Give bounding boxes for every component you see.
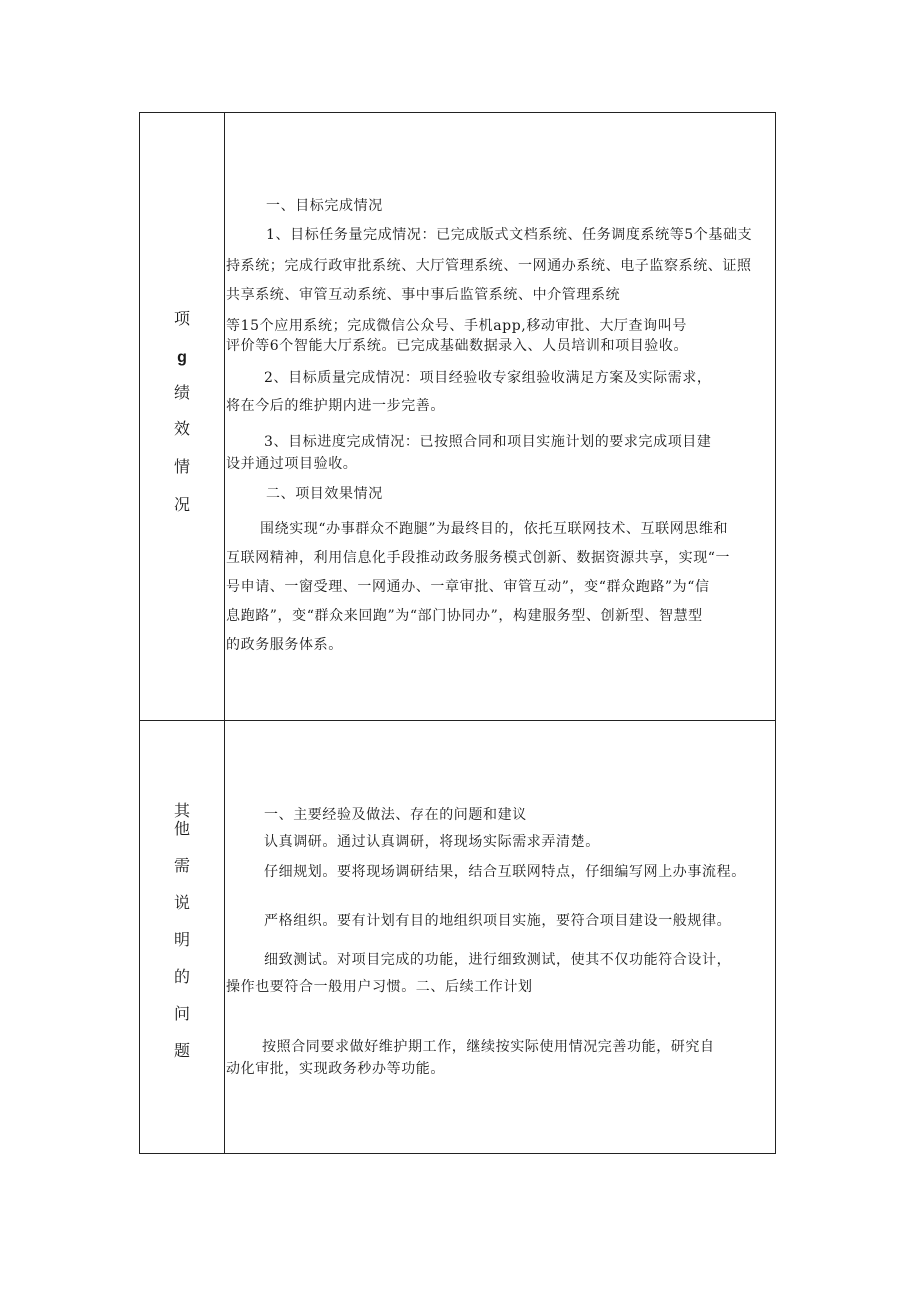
- label-char: 项: [173, 309, 190, 328]
- text-line: 设并通过项目验收。: [226, 456, 358, 472]
- label-char: 况: [173, 495, 190, 514]
- label-char: 其: [173, 801, 190, 820]
- other-issues-label: [140, 803, 224, 1059]
- text-line: 动化审批，实现政务秒办等功能。: [226, 1061, 445, 1077]
- text-line: 的政务服务体系。: [226, 637, 343, 653]
- performance-label: [140, 311, 224, 513]
- label-char: 绩: [173, 383, 190, 402]
- text-line: 细致测试。对项目完成的功能，进行细致测试，使其不仅功能符合设计，: [264, 952, 732, 968]
- row-divider: [140, 720, 775, 721]
- text-line: 互联网精神，利用信息化手段推动政务服务模式创新、数据资源共享，实现“一: [226, 550, 731, 566]
- text-line: 严格组织。要有计划有目的地组织项目实施，要符合项目建设一般规律。: [264, 913, 732, 929]
- label-char: 明: [173, 930, 190, 949]
- section-heading: 二、项目效果情况: [266, 486, 383, 502]
- label-char: 效: [173, 419, 190, 438]
- label-char: 题: [173, 1041, 190, 1060]
- text-line: 息跑路”，变“群众来回跑”为“部门协同办”，构建服务型、创新型、智慧型: [226, 608, 703, 624]
- label-char: 情: [173, 457, 190, 476]
- text-line: 号申请、一窗受理、一网通办、一章审批、审管互动”，变“群众跑路”为“信: [226, 579, 710, 595]
- text-line: 操作也要符合一般用户习惯。二、后续工作计划: [226, 979, 533, 995]
- text-line: 持系统；完成行政审批系统、大厅管理系统、一网通办系统、电子监察系统、证照: [226, 258, 752, 274]
- column-divider: [224, 113, 225, 1153]
- label-char: 说: [173, 893, 190, 912]
- text-line: 认真调研。通过认真调研，将现场实际需求弄清楚。: [264, 834, 600, 850]
- text-line: 共享系统、审管互动系统、事中事后监管系统、中介管理系统: [226, 287, 621, 303]
- text-line: 3、目标进度完成情况：已按照合同和项目实施计划的要求完成项目建: [264, 434, 712, 450]
- report-table: [139, 112, 776, 1154]
- text-line: 评价等6个智能大厅系统。已完成基础数据录入、人员培训和项目验收。: [226, 338, 689, 354]
- label-char: g: [177, 349, 187, 366]
- label-char: 问: [173, 1004, 190, 1023]
- text-line: 等15个应用系统；完成微信公众号、手机app,移动审批、大厅查询叫号: [226, 318, 687, 334]
- text-line: 1、目标任务量完成情况：已完成版式文档系统、任务调度系统等5个基础支: [266, 227, 753, 243]
- text-line: 将在今后的维护期内进一步完善。: [226, 398, 445, 414]
- label-char: 他: [173, 819, 190, 838]
- label-char: 的: [173, 967, 190, 986]
- text-line: 按照合同要求做好维护期工作，继续按实际使用情况完善功能，研究自: [262, 1039, 715, 1055]
- text-line: 仔细规划。要将现场调研结果，结合互联网特点，仔细编写网上办事流程。: [264, 864, 746, 880]
- text-line: 围绕实现“办事群众不跑腿”为最终目的，依托互联网技术、互联网思维和: [260, 521, 729, 537]
- label-char: 需: [173, 856, 190, 875]
- section-heading: 一、主要经验及做法、存在的问题和建议: [264, 807, 527, 823]
- section-heading: 一、目标完成情况: [266, 198, 383, 214]
- text-line: 2、目标质量完成情况：项目经验收专家组验收满足方案及实际需求，: [264, 370, 712, 386]
